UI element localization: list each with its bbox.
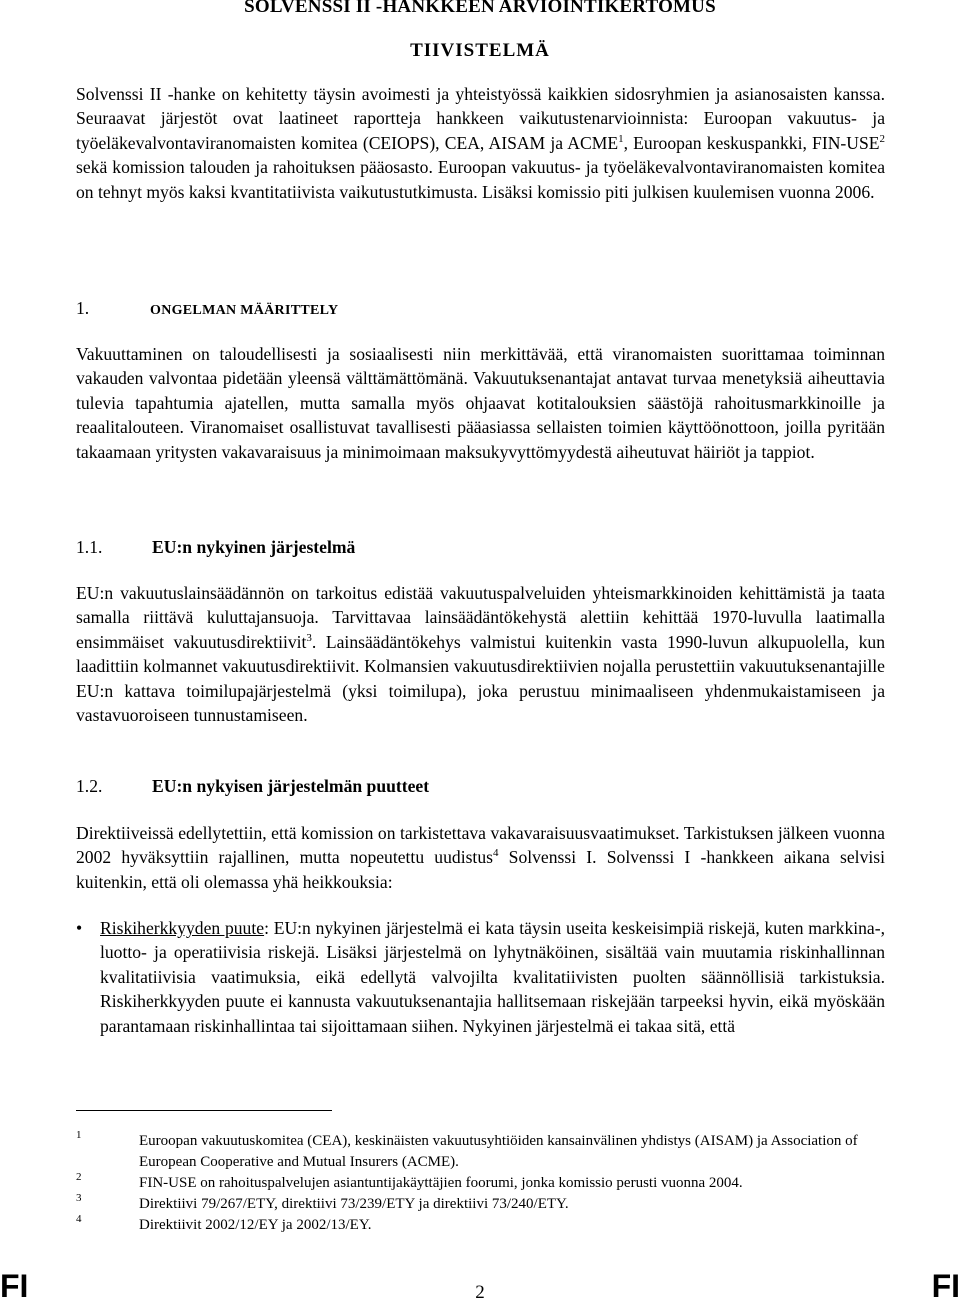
footnote-3-text: Direktiivi 79/267/ETY, direktiivi 73/239/ETY ja direktiivi 73/240/ETY. xyxy=(139,1196,569,1212)
section-1-1-paragraph xyxy=(76,581,885,727)
footnote-2-number: 2 xyxy=(76,1171,82,1183)
summary-heading: TIIVISTELMÄ xyxy=(410,40,550,61)
language-code-left: FI xyxy=(0,1268,29,1304)
page-number: 2 xyxy=(475,1282,485,1303)
section-1-heading xyxy=(76,298,338,319)
footnote-1-text: Euroopan vakuutuskomitea (CEA), keskinäisten vakuutusyhtiöiden kansainvälinen yhdistys (AISAM) ja Association of European Cooperative and Mutual Insurers (ACME). xyxy=(139,1133,858,1170)
section-1-2-heading xyxy=(76,776,429,797)
footnote-ref-3[interactable]: 3 xyxy=(306,631,312,644)
section-1-2-text-a: Direktiiveissä edellytettiin, että komission on tarkistettava vakavaraisuusvaatimukset. Tarkistuksen jälkeen vuonna 2002 hyväksyttiin rajallinen, mutta nopeutettu uudistus xyxy=(76,823,885,868)
footnote-divider xyxy=(76,1110,332,1111)
summary-text-c: sekä komission talouden ja rahoituksen pääosasto. Euroopan vakuutus- ja työeläkevalvontaviranomaisten komitea on tehnyt myös kaksi kvantitatiivista vaikutustutkimusta. Lisäksi komissio piti julkisen kuulemisen vuonna 2006. xyxy=(76,157,885,202)
section-1-2-title: EU:n nykyisen järjestelmän puutteet xyxy=(152,776,430,796)
section-1-title: ONGELMAN MÄÄRITTELY xyxy=(150,303,339,318)
section-1-2-text-b: Solvenssi I. Solvenssi I -hankkeen aikana selvisi kuitenkin, että oli olemassa yhä heikkouksia: xyxy=(76,847,885,892)
section-1-number: 1. xyxy=(76,298,90,318)
bullet-term: Riskiherkkyyden puute xyxy=(100,918,265,938)
section-1-1-text-b: . Lainsäädäntökehys valmistui kuitenkin vasta 1990-luvun alkupuolella, kun laadittiin kolmannet vakuutusdirektiivit. Kolmansien vakuutusdirektiivien nojalla perustettiin vakuutuksenantajille EU:n kattava toimilupajärjestelmä (yksi toimilupa), joka perustuu minimaaliseen yhdenmukaistamiseen ja vastavuoroiseen tunnustamiseen. xyxy=(76,631,885,726)
footnote-4-text: Direktiivit 2002/12/EY ja 2002/13/EY. xyxy=(139,1217,372,1233)
bullet-body xyxy=(100,916,885,1038)
footnote-2-text: FIN-USE on rahoituspalvelujen asiantuntijakäyttäjien foorumi, jonka komissio perusti vuonna 2004. xyxy=(139,1175,743,1191)
summary-paragraph xyxy=(76,82,885,204)
footnote-4-number: 4 xyxy=(76,1213,82,1225)
language-code-right: FI xyxy=(931,1268,960,1304)
bullet-text: : EU:n nykyinen järjestelmä ei kata täysin useita keskeisimpiä riskejä, kuten markkina-, luotto- ja operatiivisia riskejä. Lisäksi järjestelmä on lyhytnäköinen, sisältää vain muutamia riskinhallinnan kvalitatiivisia vaatimuksia, eikä edellytä valvojilta kvalitatiivisten puolten säännöllisiä tarkistuksia. Riskiherkkyyden puute ei kannusta vakuutuksenantajia hallitsemaan riskejään tarpeeksi hyvin, eikä myöskään parantamaan riskinhallintaa tai sijoittamaan siihen. Nykyinen järjestelmä ei takaa sitä, että xyxy=(100,918,885,1036)
footnote-1-number: 1 xyxy=(76,1129,82,1141)
bullet-icon: • xyxy=(76,918,83,938)
section-1-1-title: EU:n nykyinen järjestelmä xyxy=(152,537,356,557)
footnote-ref-4[interactable]: 4 xyxy=(492,847,499,860)
section-1-2-number: 1.2. xyxy=(76,776,103,796)
section-1-1-text-a: EU:n vakuutuslainsäädännön on tarkoitus edistää vakuutuspalveluiden yhteismarkkinoiden kehittämistä ja taata samalla riittävä kuluttajansuoja. Tarvittavaa lainsäädäntökehystä alettiin kehittää 1970-luvulla laatimalla ensimmäiset vakuutusdirektiivit xyxy=(76,583,885,652)
section-1-2-paragraph xyxy=(76,821,885,894)
footnote-3-number: 3 xyxy=(76,1192,82,1204)
summary-text-b: , Euroopan keskuspankki, FIN-USE xyxy=(623,132,880,153)
footnote-ref-1[interactable]: 1 xyxy=(618,132,624,145)
section-1-1-heading xyxy=(76,537,355,558)
section-1-1-number: 1.1. xyxy=(76,537,103,557)
summary-text-a: Solvenssi II -hanke on kehitetty täysin avoimesti ja yhteistyössä kaikkien sidosryhmien ja asianosaisten kanssa. Seuraavat järjestöt ovat laatineet raportteja hankkeen vaikutustenarvioinnista: Euroopan vakuutus- ja työeläkevalvontaviranomaisten komitea (CEIOPS), CEA, AISAM ja ACME xyxy=(76,84,885,153)
footnote-ref-2[interactable]: 2 xyxy=(879,132,885,145)
section-1-paragraph: Vakuuttaminen on taloudellisesti ja sosiaalisesti niin merkittävää, että viranomaisten suorittamaa toiminnan vakauden valvontaa pidetään yleensä välttämättömänä. Vakuutuksenantajat antavat turvaa menetyksiä aiheuttavia tulevia tapahtumia ajatellen, mutta samalla myös ohjaavat kotitalouksien säästöjä rahoitusmarkkinoille ja reaalitalouteen. Viranomaiset osallistuvat tavallisesti pääasiassa sellaisten toimien käyttöönottoon, joilla pyritään takaamaan yritysten vakavaraisuus ja minimoimaan maksukyvyttömyydestä aiheutuvat häiriöt ja tappiot. xyxy=(76,344,885,462)
document-title: SOLVENSSI II -HANKKEEN ARVIOINTIKERTOMUS xyxy=(244,0,716,17)
